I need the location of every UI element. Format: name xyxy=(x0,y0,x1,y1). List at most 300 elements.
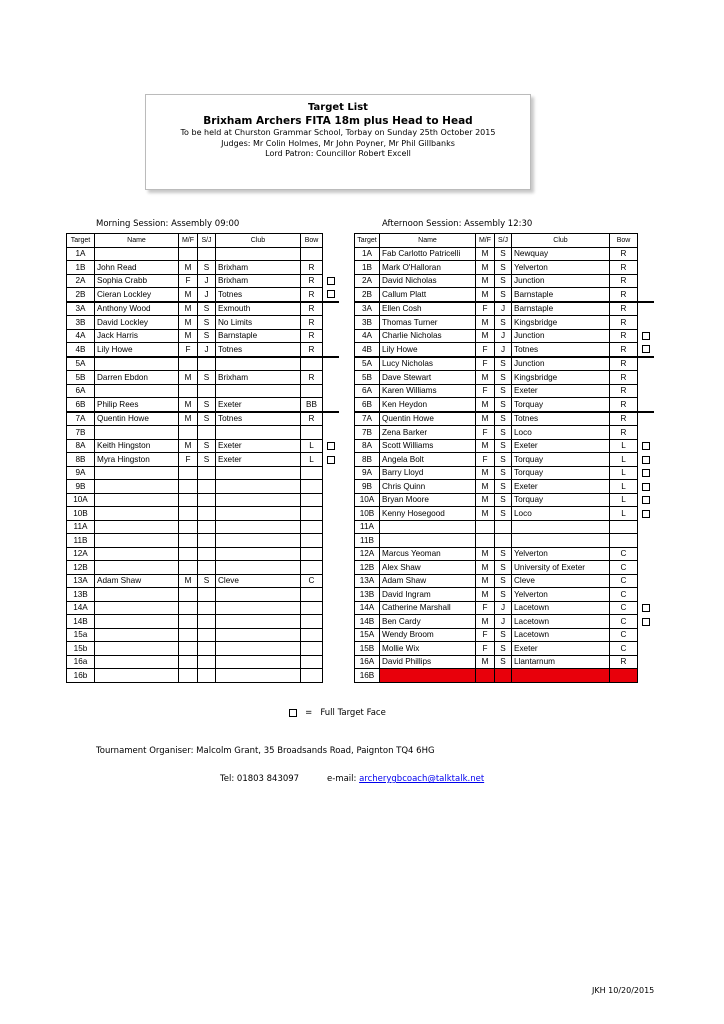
full-face-marker xyxy=(638,574,654,588)
afternoon-target-table xyxy=(354,233,654,683)
morning-target-table xyxy=(66,233,339,683)
sj-cell: S xyxy=(198,371,216,385)
full-face-marker xyxy=(323,466,339,480)
bow-cell: C xyxy=(610,547,638,561)
mf-cell: F xyxy=(476,343,495,357)
full-face-marker xyxy=(638,426,654,440)
bow-cell: R xyxy=(610,357,638,371)
mf-cell: M xyxy=(179,371,198,385)
sj-cell: S xyxy=(495,547,512,561)
club-cell: Junction xyxy=(512,357,610,371)
full-face-marker xyxy=(323,384,339,398)
target-cell: 10A xyxy=(355,493,380,507)
name-cell: Dave Stewart xyxy=(380,371,476,385)
sj-cell: S xyxy=(495,493,512,507)
full-target-face-icon xyxy=(327,456,335,464)
full-face-marker xyxy=(323,534,339,548)
name-cell xyxy=(95,588,179,602)
name-cell: Wendy Broom xyxy=(380,628,476,642)
sj-cell: S xyxy=(198,398,216,412)
target-cell: 8A xyxy=(355,439,380,453)
target-cell: 5A xyxy=(355,357,380,371)
full-target-face-icon xyxy=(642,510,650,518)
full-face-marker xyxy=(638,302,654,316)
club-cell: Barnstaple xyxy=(512,302,610,316)
name-cell: Jack Harris xyxy=(95,329,179,343)
mf-cell: M xyxy=(476,329,495,343)
sj-cell: J xyxy=(495,601,512,615)
full-face-marker xyxy=(323,357,339,371)
bow-cell: L xyxy=(301,453,323,467)
bow-cell: R xyxy=(610,655,638,669)
name-cell: Marcus Yeoman xyxy=(380,547,476,561)
name-cell: Charlie Nicholas xyxy=(380,329,476,343)
club-cell: Lacetown xyxy=(512,615,610,629)
name-cell: Chris Quinn xyxy=(380,480,476,494)
table-row xyxy=(67,316,339,330)
name-cell xyxy=(95,466,179,480)
table-row xyxy=(67,520,339,534)
full-target-face-icon xyxy=(642,469,650,477)
target-cell: 3A xyxy=(67,302,95,316)
target-cell: 7A xyxy=(67,412,95,426)
table-row xyxy=(67,329,339,343)
mf-cell xyxy=(179,426,198,440)
table-row xyxy=(355,601,654,615)
target-cell: 12B xyxy=(355,561,380,575)
table-row xyxy=(355,316,654,330)
bow-cell: R xyxy=(610,371,638,385)
club-cell: Barnstaple xyxy=(512,288,610,302)
club-cell xyxy=(512,534,610,548)
sj-cell: S xyxy=(495,316,512,330)
name-cell: David Nicholas xyxy=(380,274,476,288)
full-target-face-icon xyxy=(327,442,335,450)
target-cell: 4B xyxy=(67,343,95,357)
sj-cell xyxy=(198,642,216,656)
target-cell: 2B xyxy=(67,288,95,302)
morning-session-title: Morning Session: Assembly 09:00 xyxy=(96,219,240,229)
col-sj: S/J xyxy=(495,234,512,248)
bow-cell xyxy=(610,534,638,548)
table-row xyxy=(355,371,654,385)
name-cell xyxy=(95,615,179,629)
mf-cell: M xyxy=(476,288,495,302)
club-cell xyxy=(216,247,301,261)
sj-cell xyxy=(198,669,216,683)
full-face-marker xyxy=(323,601,339,615)
bow-cell: R xyxy=(301,274,323,288)
target-cell: 6A xyxy=(67,384,95,398)
full-face-marker xyxy=(638,316,654,330)
sj-cell: J xyxy=(495,302,512,316)
table-row xyxy=(355,642,654,656)
bow-cell: R xyxy=(610,329,638,343)
sj-cell: S xyxy=(495,655,512,669)
bow-cell: L xyxy=(610,453,638,467)
sj-cell: S xyxy=(198,574,216,588)
email-link[interactable]: archerygbcoach@talktalk.net xyxy=(359,774,485,784)
full-target-face-icon xyxy=(642,332,650,340)
table-row xyxy=(67,466,339,480)
table-row xyxy=(355,302,654,316)
bow-cell: R xyxy=(301,261,323,275)
mf-cell: M xyxy=(476,247,495,261)
bow-cell xyxy=(301,466,323,480)
club-cell: Torquay xyxy=(512,466,610,480)
document-title: Target List xyxy=(308,102,368,113)
table-row xyxy=(355,493,654,507)
full-target-face-icon xyxy=(642,496,650,504)
club-cell xyxy=(216,520,301,534)
club-cell xyxy=(216,426,301,440)
mf-cell: M xyxy=(476,439,495,453)
club-cell: Newquay xyxy=(512,247,610,261)
mf-cell: M xyxy=(179,329,198,343)
club-cell: Exeter xyxy=(216,439,301,453)
sj-cell xyxy=(198,426,216,440)
bow-cell: R xyxy=(301,302,323,316)
target-cell: 4A xyxy=(355,329,380,343)
table-row xyxy=(355,329,654,343)
target-cell: 15B xyxy=(355,642,380,656)
name-cell: John Read xyxy=(95,261,179,275)
table-row xyxy=(355,426,654,440)
club-cell xyxy=(216,588,301,602)
sj-cell xyxy=(198,247,216,261)
name-cell xyxy=(95,547,179,561)
sj-cell: S xyxy=(495,398,512,412)
bow-cell: R xyxy=(301,412,323,426)
target-cell: 11A xyxy=(355,520,380,534)
name-cell xyxy=(95,601,179,615)
full-face-marker xyxy=(638,261,654,275)
col-target: Target xyxy=(67,234,95,248)
mf-cell xyxy=(179,384,198,398)
sj-cell: S xyxy=(198,439,216,453)
name-cell xyxy=(380,669,476,683)
bow-cell: L xyxy=(610,466,638,480)
bow-cell xyxy=(301,534,323,548)
bow-cell: L xyxy=(610,480,638,494)
sj-cell xyxy=(495,669,512,683)
mf-cell: M xyxy=(179,439,198,453)
full-face-marker xyxy=(323,574,339,588)
full-face-marker xyxy=(323,561,339,575)
name-cell xyxy=(95,655,179,669)
sj-cell xyxy=(198,520,216,534)
sj-cell: S xyxy=(495,371,512,385)
club-cell xyxy=(216,493,301,507)
club-cell: Totnes xyxy=(216,412,301,426)
bow-cell: R xyxy=(610,384,638,398)
sj-cell: S xyxy=(495,561,512,575)
full-face-marker xyxy=(638,357,654,371)
name-cell: Adam Shaw xyxy=(95,574,179,588)
table-row xyxy=(67,453,339,467)
full-face-marker xyxy=(638,655,654,669)
mf-cell xyxy=(179,507,198,521)
mf-cell: M xyxy=(179,574,198,588)
mf-cell: F xyxy=(476,628,495,642)
mf-cell: M xyxy=(476,412,495,426)
target-cell: 10B xyxy=(67,507,95,521)
col-mf: M/F xyxy=(179,234,198,248)
table-row xyxy=(355,561,654,575)
mf-cell: F xyxy=(476,453,495,467)
table-row xyxy=(355,466,654,480)
target-cell: 9B xyxy=(67,480,95,494)
full-face-marker xyxy=(323,426,339,440)
target-cell: 4A xyxy=(67,329,95,343)
mf-cell xyxy=(179,493,198,507)
target-cell: 8B xyxy=(67,453,95,467)
full-face-marker xyxy=(323,493,339,507)
sj-cell xyxy=(198,357,216,371)
sj-cell xyxy=(198,588,216,602)
sj-cell: S xyxy=(198,412,216,426)
sj-cell: S xyxy=(495,642,512,656)
sj-cell: S xyxy=(495,574,512,588)
target-cell: 13A xyxy=(355,574,380,588)
full-face-marker xyxy=(638,453,654,467)
mf-cell: F xyxy=(476,642,495,656)
full-face-marker xyxy=(638,480,654,494)
name-cell: Darren Ebdon xyxy=(95,371,179,385)
club-cell: Totnes xyxy=(216,288,301,302)
bow-cell: R xyxy=(301,343,323,357)
table-row xyxy=(67,302,339,316)
bow-cell: C xyxy=(610,615,638,629)
sj-cell: S xyxy=(495,384,512,398)
name-cell: Kenny Hosegood xyxy=(380,507,476,521)
table-row xyxy=(67,247,339,261)
name-cell: Ellen Cosh xyxy=(380,302,476,316)
name-cell xyxy=(95,534,179,548)
club-cell xyxy=(216,655,301,669)
email-line xyxy=(327,774,484,784)
table-row xyxy=(67,507,339,521)
sj-cell: S xyxy=(198,261,216,275)
bow-cell: R xyxy=(301,371,323,385)
table-row xyxy=(67,642,339,656)
table-row xyxy=(67,574,339,588)
name-cell: Ben Cardy xyxy=(380,615,476,629)
full-face-marker xyxy=(638,343,654,357)
full-face-marker xyxy=(323,288,339,302)
bow-cell xyxy=(610,669,638,683)
name-cell: Ken Heydon xyxy=(380,398,476,412)
mf-cell: M xyxy=(476,588,495,602)
bow-cell: C xyxy=(610,588,638,602)
bow-cell: C xyxy=(610,628,638,642)
name-cell xyxy=(380,520,476,534)
club-cell: Cleve xyxy=(216,574,301,588)
telephone: Tel: 01803 843097 xyxy=(220,774,300,784)
club-cell: Torquay xyxy=(512,398,610,412)
sj-cell: S xyxy=(495,426,512,440)
col-club: Club xyxy=(216,234,301,248)
full-face-marker xyxy=(323,329,339,343)
afternoon-session-title: Afternoon Session: Assembly 12:30 xyxy=(382,219,533,229)
full-face-marker xyxy=(323,480,339,494)
full-face-marker xyxy=(638,466,654,480)
sj-cell xyxy=(198,384,216,398)
full-face-marker xyxy=(638,507,654,521)
bow-cell xyxy=(301,655,323,669)
table-row xyxy=(67,412,339,426)
table-row xyxy=(67,426,339,440)
target-cell: 6B xyxy=(67,398,95,412)
bow-cell xyxy=(301,357,323,371)
bow-cell: R xyxy=(610,412,638,426)
sj-cell: S xyxy=(495,588,512,602)
mf-cell: F xyxy=(476,302,495,316)
name-cell xyxy=(95,628,179,642)
sj-cell: J xyxy=(198,343,216,357)
full-face-marker xyxy=(323,316,339,330)
bow-cell: R xyxy=(610,274,638,288)
mf-cell xyxy=(179,534,198,548)
club-cell: Exeter xyxy=(512,642,610,656)
bow-cell xyxy=(301,642,323,656)
target-cell: 6B xyxy=(355,398,380,412)
bow-cell xyxy=(301,480,323,494)
table-row xyxy=(67,561,339,575)
table-row xyxy=(67,588,339,602)
sj-cell: J xyxy=(495,615,512,629)
bow-cell: R xyxy=(610,398,638,412)
table-row xyxy=(67,357,339,371)
name-cell: Alex Shaw xyxy=(380,561,476,575)
header-box xyxy=(145,94,531,190)
full-face-marker xyxy=(323,247,339,261)
mf-cell xyxy=(179,601,198,615)
bow-cell: L xyxy=(610,507,638,521)
bow-cell xyxy=(301,247,323,261)
name-cell: Catherine Marshall xyxy=(380,601,476,615)
footer-stamp: JKH 10/20/2015 xyxy=(592,986,655,995)
table-row xyxy=(67,615,339,629)
bow-cell: C xyxy=(610,642,638,656)
bow-cell xyxy=(301,601,323,615)
table-row xyxy=(355,574,654,588)
bow-cell xyxy=(301,628,323,642)
sj-cell: S xyxy=(495,439,512,453)
bow-cell xyxy=(301,493,323,507)
bow-cell xyxy=(301,384,323,398)
target-cell: 11A xyxy=(67,520,95,534)
table-row xyxy=(67,288,339,302)
table-row xyxy=(67,371,339,385)
sj-cell: S xyxy=(495,453,512,467)
full-face-marker xyxy=(638,398,654,412)
full-face-marker xyxy=(638,534,654,548)
sj-cell: S xyxy=(495,507,512,521)
mf-cell xyxy=(476,669,495,683)
table-row xyxy=(355,520,654,534)
full-face-marker xyxy=(638,384,654,398)
mf-cell: F xyxy=(476,601,495,615)
sj-cell xyxy=(198,547,216,561)
full-target-face-icon xyxy=(642,442,650,450)
target-cell: 3A xyxy=(355,302,380,316)
target-cell: 2A xyxy=(67,274,95,288)
table-row xyxy=(355,398,654,412)
club-cell xyxy=(216,561,301,575)
name-cell: Quentin Howe xyxy=(380,412,476,426)
table-row xyxy=(67,343,339,357)
target-cell: 16A xyxy=(355,655,380,669)
full-face-marker xyxy=(323,547,339,561)
mf-cell: M xyxy=(476,547,495,561)
name-cell: Mollie Wix xyxy=(380,642,476,656)
name-cell: Bryan Moore xyxy=(380,493,476,507)
target-cell: 10B xyxy=(355,507,380,521)
sj-cell: S xyxy=(198,453,216,467)
mf-cell xyxy=(179,357,198,371)
mf-cell: F xyxy=(476,357,495,371)
target-cell: 9A xyxy=(355,466,380,480)
mf-cell: M xyxy=(476,466,495,480)
bow-cell xyxy=(301,507,323,521)
table-row xyxy=(355,480,654,494)
table-row xyxy=(355,588,654,602)
club-cell: Cleve xyxy=(512,574,610,588)
table-row xyxy=(355,453,654,467)
target-cell: 2A xyxy=(355,274,380,288)
target-cell: 16B xyxy=(355,669,380,683)
bow-cell xyxy=(301,547,323,561)
target-cell: 16b xyxy=(67,669,95,683)
club-cell: Kingsbridge xyxy=(512,316,610,330)
club-cell: Lacetown xyxy=(512,601,610,615)
target-cell: 8A xyxy=(67,439,95,453)
club-cell: Exeter xyxy=(216,453,301,467)
bow-cell: R xyxy=(610,316,638,330)
sj-cell xyxy=(198,601,216,615)
bow-cell xyxy=(301,426,323,440)
name-cell: Fab Carlotto Patricelli xyxy=(380,247,476,261)
full-face-marker xyxy=(638,247,654,261)
col-name: Name xyxy=(95,234,179,248)
table-row xyxy=(67,655,339,669)
club-cell xyxy=(216,534,301,548)
club-cell: No Limits xyxy=(216,316,301,330)
target-cell: 14B xyxy=(355,615,380,629)
full-target-face-icon xyxy=(642,456,650,464)
bow-cell: R xyxy=(301,316,323,330)
mf-cell: F xyxy=(476,384,495,398)
sj-cell xyxy=(198,480,216,494)
bow-cell: R xyxy=(610,247,638,261)
sj-cell xyxy=(198,615,216,629)
mf-cell: M xyxy=(476,493,495,507)
full-face-marker xyxy=(323,412,339,426)
sj-cell xyxy=(495,520,512,534)
mf-cell: F xyxy=(179,274,198,288)
name-cell: David Ingram xyxy=(380,588,476,602)
mf-cell: M xyxy=(476,615,495,629)
mf-cell: M xyxy=(476,274,495,288)
full-face-marker xyxy=(638,371,654,385)
full-face-marker xyxy=(638,274,654,288)
mf-cell: F xyxy=(179,453,198,467)
target-cell: 9A xyxy=(67,466,95,480)
full-face-marker xyxy=(638,439,654,453)
club-cell xyxy=(216,628,301,642)
table-row xyxy=(67,480,339,494)
